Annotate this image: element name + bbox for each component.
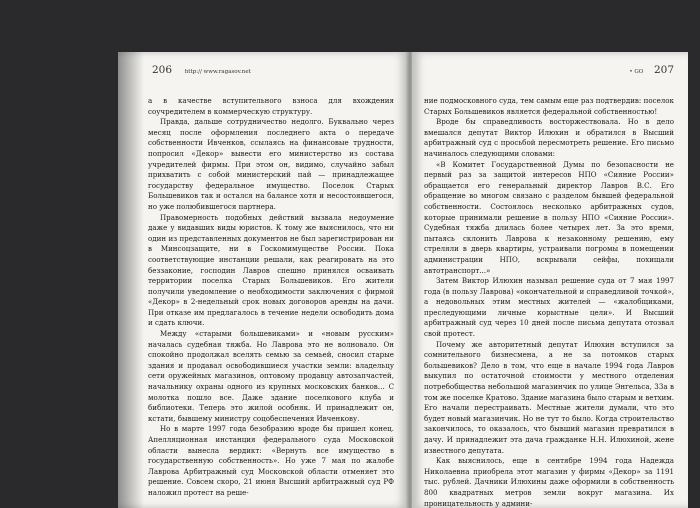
paragraph: Правомерность подобных действий вызвала недоумение даже у видавших виды юристов. К тому же выяснилось, что ни один из представленных документов не был зарегистрирован ни в Минсоцзащите, ни в Госкомимуществе России. Пока соответствующие инстанции решали, как реагировать на это беззаконие, господин Лавров спешно принялся осваивать территории поселка Старых Большевиков. Его жители получили уведомление о необходимости заключения с фирмой «Декор» в 2-недельный срок новых договоров аренды на дачи. При отказе им предлагалось в течение недели освободить дома и сдать ключи. <box>148 212 394 328</box>
paragraph: Почему же авторитетный депутат Илюхин вступился за сомнительного бизнесмена, а не за потомков старых большевиков? Дело в том, что еще в начале 1994 года Лавров выкупил по остаточной стоимости у местного отделения потребобщества небольшой магазинчик по улице Энгельса, 33а в том же поселке Кратово. Здание магазина было старым и ветхим. Его начали перестраивать. Местные жители думали, что это будет новый магазинчик. Но не тут то было. Когда строительство закончилось, то оказалось, что бывший магазин превратился в дачу. И принадлежит эта дача гражданке Н.Н. Илюхиной, жене известного депутата. <box>424 339 674 455</box>
left-page-shadow <box>118 52 144 508</box>
right-page-header <box>629 64 674 76</box>
paragraph: ние подмосковного суда, тем самым еще раз подтвердив: поселок Старых Большевиков является федеральной собственностью! <box>424 96 674 116</box>
paragraph: Вроде бы справедливость восторжествовала. Но в дело вмешался депутат Виктор Илюхин и обратился в Высший арбитражный суд с просьбой пересмотреть решение. Его письмо начиналось следующими словами: <box>424 117 674 158</box>
paragraph: Но в марте 1997 года безобразию вроде бы пришел конец. Апелляционная инстанция федерального суда Московской области вынесла вердикт: «Вернуть все имущество в государственную собственность». Но уже 7 мая по жалобе Лаврова Арбитражный суд Московской области отменяет это решение. Совсем скоро, 21 июня Высший арбитражный суд РФ наложил протест на реше- <box>148 424 394 497</box>
left-page-header-url: http:// www.ragasov.net <box>184 69 251 75</box>
right-page-number: 207 <box>653 64 674 76</box>
left-page-number: 206 <box>152 64 173 76</box>
right-page-body <box>424 96 674 508</box>
left-page <box>118 52 408 508</box>
paragraph: а в качестве вступительного взноса для вхождения соучредителем в коммерческую структуру. <box>148 96 394 116</box>
paragraph: «В Комитет Государственной Думы по безопасности не первый раз за защитой интересов НПО «Сияние России» обращается его генеральный директор Лавров В.С. Его обращение во многом связано с разделом бывшей федеральной собственности. Состоялось несколько арбитражных судов, которые принимали решение в пользу НПО «Сияние России». Судебная тяжба длилась более четырех лет. За это время, пытаясь склонить Лаврова к незаконному решению, ему стреляли в дверь квартиры, устраивали погромы в помещении администрации НПО, вскрывали сейфы, похищали автотранспорт...» <box>424 159 674 275</box>
right-page-header-mark: • GO <box>629 69 644 75</box>
left-page-header <box>152 64 251 76</box>
paragraph: Как выяснилось, еще в сентябре 1994 года Надежда Николаевна приобрела этот магазин у фирмы «Декор» за 1191 тыс. рублей. Дачники Илюхины даже оформили в собственность 800 квадратных метров земли вокруг магазина. Их проницательность у админи- <box>424 456 674 508</box>
paragraph: Затем Виктор Илюхин называл решение суда от 7 мая 1997 года (в пользу Лаврова) «окончательной и справедливой точкой», а недовольных этим местных жителей — «жалобщиками, преследующими личные корыстные цели». И Высший арбитражный суд через 10 дней после письма депутата отозвал свой протест. <box>424 276 674 339</box>
left-page-body <box>148 96 394 499</box>
paragraph: Правда, дальше сотрудничество недолго. Буквально через месяц после оформления последнего акта о передаче собственности Ивченков, ссылаясь на финансовые трудности, попросил «Декор» вывести его министерство из состава учредителей фирмы. При этом он, видимо, случайно забыл прихватить с собой министерский пай — принадлежащее государству федеральное имущество. Поселок Старых Большевиков так и остался на балансе хотя и несостоявшегося, но уже полюбившегося партнера. <box>148 117 394 211</box>
right-page <box>412 52 688 508</box>
paragraph: Между «старыми большевиками» и «новым русским» началась судебная тяжба. Но Лаврова это не волновало. Он спокойно продолжал вселять семью за семьей, сносил старые здания и продавал освободившиеся участки земли: владельцу сети оружейных магазинов, оптовому продавцу автозапчастей, начальнику охраны одного из крупных московских банков… С молотка пошло все. Даже здание поселкового клуба и библиотеки. Теперь это жилой особняк. И принадлежит он, кстати, бывшему министру соцобеспечения Ивченкову. <box>148 329 394 423</box>
